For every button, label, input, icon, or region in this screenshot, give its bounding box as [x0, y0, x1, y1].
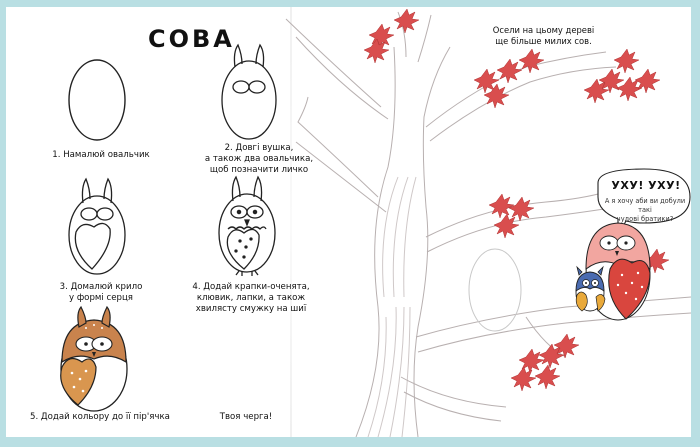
your-turn-caption: Твоя черга!: [219, 412, 273, 422]
book-spread: [6, 7, 691, 437]
tree-instruction-note: Осели на цьому дереві ще більше милих сов.: [492, 25, 595, 46]
step-5-colored-owl: [61, 307, 127, 411]
step-4-caption: 4. Додай крапки-оченята, клювик, лапки, а також хвилясту смужку на шиї: [192, 282, 310, 314]
step-4-owl-drawing: [219, 177, 275, 276]
bubble-title: УХУ! УХУ!: [611, 179, 681, 192]
step-1-oval-drawing: [69, 60, 125, 140]
step-1-caption: 1. Намалюй овальчик: [52, 150, 150, 160]
illustrations: [6, 7, 691, 437]
bubble-text: А я хочу аби ви добули такі чудові братики?: [604, 197, 686, 223]
step-3-caption: 3. Домалюй крило у формі серця: [59, 282, 143, 303]
page-title: СОВА: [148, 25, 235, 53]
step-2-owl-drawing: [222, 45, 276, 139]
step-2-caption: 2. Довгі вушка, а також два овальчика, щоб позначити личко: [204, 143, 314, 175]
step-3-owl-drawing: [69, 179, 125, 274]
blue-owl-illustration: [576, 267, 605, 311]
step-5-caption: 5. Додай кольору до її пір'ячка: [30, 412, 170, 422]
